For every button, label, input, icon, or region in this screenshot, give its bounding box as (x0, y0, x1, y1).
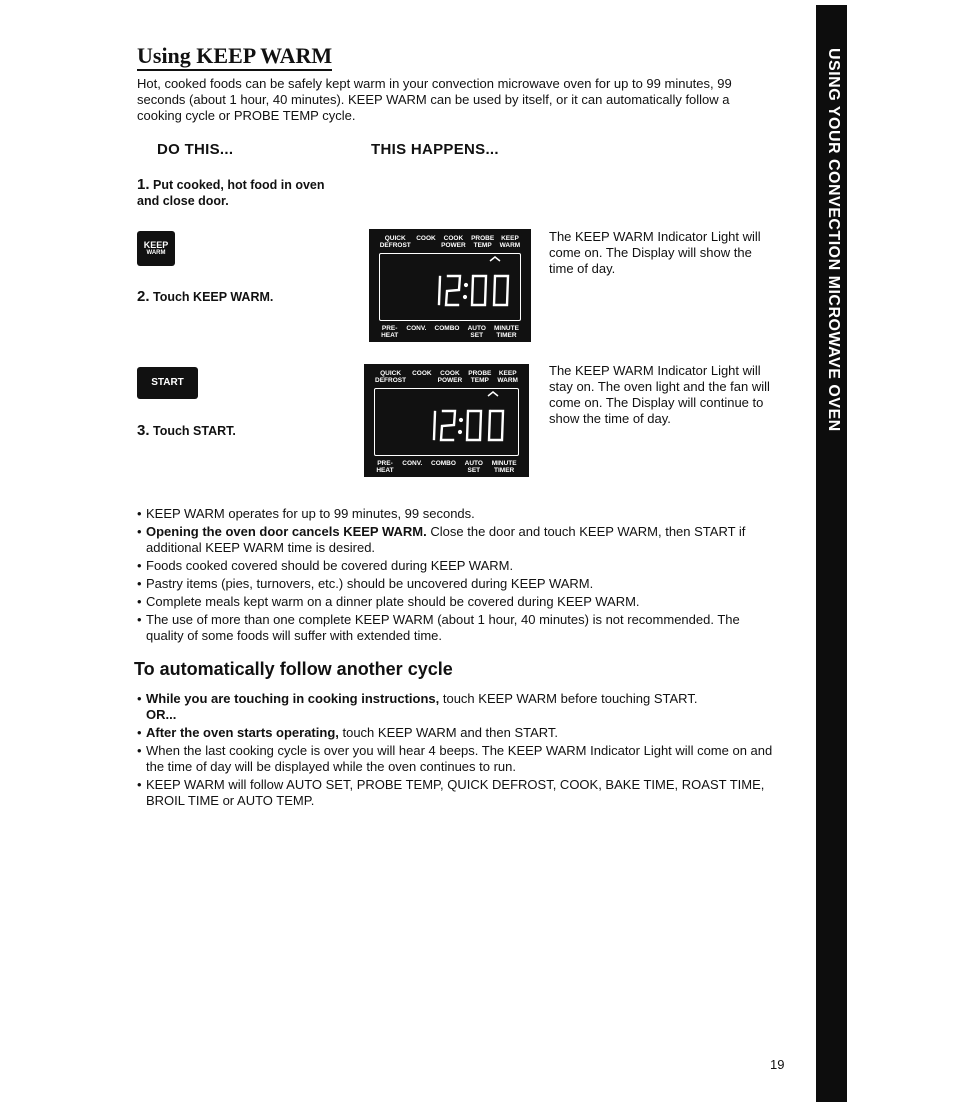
page-title: Using KEEP WARM (137, 44, 332, 71)
step-text: Touch KEEP WARM. (153, 290, 274, 304)
follow-cycle-list (137, 691, 777, 811)
panel-top-labels: QUICK DEFROST COOK COOK POWER PROBE TEMP KEEP WARM (379, 235, 521, 249)
step-text: Touch START. (153, 424, 236, 438)
chapter-sidebar (816, 5, 847, 1102)
list-item: • KEEP WARM will follow AUTO SET, PROBE TEMP, QUICK DEFROST, COOK, BAKE TIME, ROAST TIME, BROIL TIME or AUTO TEMP. (137, 777, 777, 809)
list-item: • While you are touching in cooking instructions, touch KEEP WARM before touching START. OR... (137, 691, 777, 723)
panel-bottom-labels: PRE- HEAT CONV. COMBO AUTO SET MINUTE TIMER (376, 460, 517, 474)
column-heading-do: DO THIS... (157, 141, 234, 158)
panel-bottom-labels: PRE- HEAT CONV. COMBO AUTO SET MINUTE TIMER (381, 325, 519, 339)
step-1 (137, 177, 337, 209)
display-screen (374, 388, 519, 456)
keep-warm-indicator-icon (488, 256, 502, 262)
step-number: 2. (137, 288, 150, 305)
chapter-title: USING YOUR CONVECTION MICROWAVE OVEN (825, 48, 842, 432)
list-item: • Complete meals kept warm on a dinner plate should be covered during KEEP WARM. (137, 594, 777, 610)
list-item: • Foods cooked covered should be covered during KEEP WARM. (137, 558, 777, 574)
result-description-1: The KEEP WARM Indicator Light will come on. The Display will show the time of day. (549, 229, 761, 276)
page-number: 19 (770, 1057, 785, 1072)
panel-top-labels: QUICK DEFROST COOK COOK POWER PROBE TEMP KEEP WARM (375, 370, 518, 384)
section-heading: To automatically follow another cycle (134, 659, 453, 679)
display-screen (379, 253, 521, 321)
step-text: Put cooked, hot food in oven and close door. (137, 178, 325, 208)
time-digits-12-00 (434, 272, 520, 310)
column-heading-happens: THIS HAPPENS... (371, 141, 499, 158)
step-3 (137, 423, 337, 439)
step-number: 1. (137, 176, 150, 193)
keep-warm-label-line1: KEEP (143, 239, 169, 250)
keep-warm-button[interactable] (137, 231, 175, 266)
notes-list (137, 506, 777, 646)
list-item: • Opening the oven door cancels KEEP WARM. Close the door and touch KEEP WARM, then START if additional KEEP WARM time is desired. (137, 524, 777, 556)
keep-warm-indicator-icon (486, 391, 500, 397)
keep-warm-label-line2: WARM (146, 249, 166, 256)
oven-display-panel-1 (369, 229, 531, 342)
list-item: • KEEP WARM operates for up to 99 minutes, 99 seconds. (137, 506, 777, 522)
result-description-2: The KEEP WARM Indicator Light will stay on. The oven light and the fan will come on. The Display will continue to show the time of day. (549, 363, 770, 426)
list-item: • When the last cooking cycle is over you will hear 4 beeps. The KEEP WARM Indicator Light will come on and the time of day will be displayed while the oven continues to run. (137, 743, 777, 775)
intro-paragraph: Hot, cooked foods can be safely kept warm in your convection microwave oven for up to 99 minutes, 99 seconds (about 1 hour, 40 minutes). KEEP WARM can be used by itself, or it can automatically follow a cooking cycle or PROBE TEMP cycle. (137, 76, 732, 123)
list-item: • The use of more than one complete KEEP WARM (about 1 hour, 40 minutes) is not recommended. The quality of some foods will suffer with extended time. (137, 612, 777, 644)
oven-display-panel-2 (364, 364, 529, 477)
time-digits-12-00 (429, 407, 515, 445)
start-button[interactable]: START (137, 367, 198, 399)
list-item: • Pastry items (pies, turnovers, etc.) should be uncovered during KEEP WARM. (137, 576, 777, 592)
step-2 (137, 289, 337, 305)
step-number: 3. (137, 422, 150, 439)
list-item: • After the oven starts operating, touch KEEP WARM and then START. (137, 725, 777, 741)
